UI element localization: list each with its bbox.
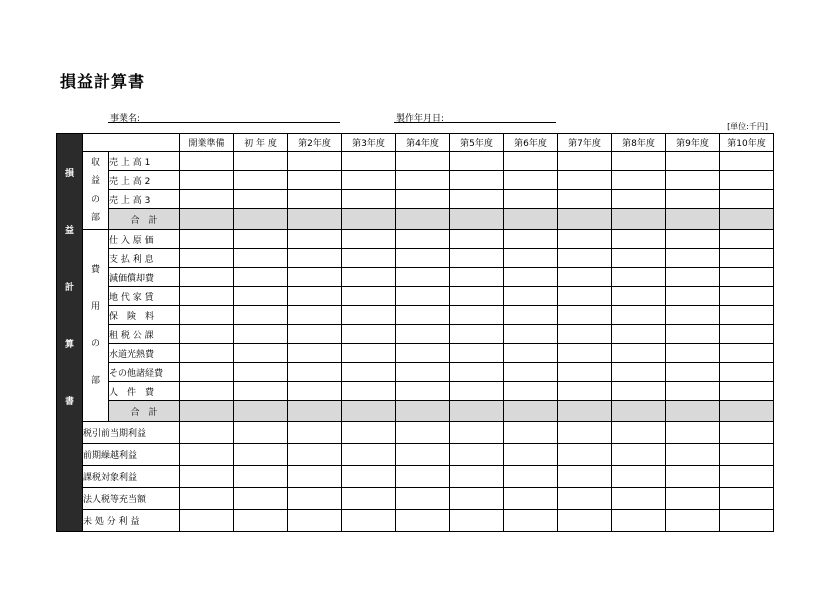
revenue-label-char: 部	[90, 213, 100, 223]
value-cell[interactable]	[396, 444, 450, 466]
value-cell[interactable]	[234, 401, 288, 422]
value-cell[interactable]	[558, 466, 612, 488]
value-cell[interactable]	[666, 230, 720, 249]
value-cell[interactable]	[720, 363, 774, 382]
value-cell[interactable]	[612, 466, 666, 488]
value-cell[interactable]	[396, 171, 450, 190]
value-cell[interactable]	[558, 306, 612, 325]
expense-label-char: の	[90, 338, 100, 349]
value-cell[interactable]	[504, 344, 558, 363]
side-title	[57, 134, 83, 532]
value-cell[interactable]	[612, 209, 666, 230]
value-cell[interactable]	[666, 209, 720, 230]
value-cell[interactable]	[396, 382, 450, 401]
page-title: 損益計算書	[60, 72, 146, 91]
value-cell[interactable]	[180, 444, 234, 466]
value-cell[interactable]	[558, 401, 612, 422]
value-cell[interactable]	[450, 444, 504, 466]
value-cell[interactable]	[558, 152, 612, 171]
value-cell[interactable]	[234, 466, 288, 488]
revenue-label-char: 収	[90, 157, 100, 168]
value-cell[interactable]	[288, 268, 342, 287]
value-cell[interactable]	[504, 268, 558, 287]
value-cell[interactable]	[396, 325, 450, 344]
value-cell[interactable]	[180, 363, 234, 382]
revenue-total-label: 合 計	[109, 209, 180, 230]
value-cell[interactable]	[612, 249, 666, 268]
expense-row	[57, 363, 774, 382]
expense-item-label: その他諸経費	[109, 363, 180, 382]
value-cell[interactable]	[612, 382, 666, 401]
value-cell[interactable]	[558, 363, 612, 382]
value-cell[interactable]	[720, 209, 774, 230]
date-label: 製作年月日:	[396, 114, 445, 124]
value-cell[interactable]	[612, 152, 666, 171]
value-cell[interactable]	[180, 488, 234, 510]
value-cell[interactable]	[612, 444, 666, 466]
revenue-row	[57, 190, 774, 209]
value-cell[interactable]	[450, 510, 504, 532]
expense-label-char: 部	[90, 375, 100, 386]
revenue-item-label: 売 上 高 1	[109, 152, 180, 171]
value-cell[interactable]	[450, 344, 504, 363]
value-cell[interactable]	[558, 444, 612, 466]
value-cell[interactable]	[342, 344, 396, 363]
value-cell[interactable]	[180, 344, 234, 363]
value-cell[interactable]	[180, 422, 234, 444]
value-cell[interactable]	[504, 363, 558, 382]
side-title-char: 益	[64, 226, 74, 236]
value-cell[interactable]	[558, 422, 612, 444]
value-cell[interactable]	[450, 422, 504, 444]
value-cell[interactable]	[288, 209, 342, 230]
value-cell[interactable]	[288, 325, 342, 344]
value-cell[interactable]	[504, 171, 558, 190]
value-cell[interactable]	[720, 344, 774, 363]
value-cell[interactable]	[234, 444, 288, 466]
value-cell[interactable]	[180, 230, 234, 249]
revenue-row	[57, 152, 774, 171]
value-cell[interactable]	[288, 249, 342, 268]
value-cell[interactable]	[504, 401, 558, 422]
value-cell[interactable]	[558, 249, 612, 268]
value-cell[interactable]	[396, 209, 450, 230]
value-cell[interactable]	[504, 422, 558, 444]
column-header: 第9年度	[666, 134, 720, 152]
value-cell[interactable]	[666, 306, 720, 325]
value-cell[interactable]	[612, 401, 666, 422]
value-cell[interactable]	[666, 444, 720, 466]
value-cell[interactable]	[450, 171, 504, 190]
value-cell[interactable]	[558, 209, 612, 230]
expense-row	[57, 344, 774, 363]
value-cell[interactable]	[450, 230, 504, 249]
value-cell[interactable]	[342, 152, 396, 171]
side-title-char: 書	[64, 397, 74, 407]
revenue-label-char: の	[90, 194, 100, 205]
expense-row	[57, 325, 774, 344]
value-cell[interactable]	[666, 171, 720, 190]
value-cell[interactable]	[612, 230, 666, 249]
column-header: 第7年度	[558, 134, 612, 152]
value-cell[interactable]	[342, 171, 396, 190]
value-cell[interactable]	[342, 422, 396, 444]
value-cell[interactable]	[558, 190, 612, 209]
value-cell[interactable]	[504, 510, 558, 532]
value-cell[interactable]	[558, 382, 612, 401]
value-cell[interactable]	[450, 152, 504, 171]
value-cell[interactable]	[450, 190, 504, 209]
value-cell[interactable]	[288, 466, 342, 488]
value-cell[interactable]	[720, 401, 774, 422]
value-cell[interactable]	[450, 287, 504, 306]
value-cell[interactable]	[288, 510, 342, 532]
value-cell[interactable]	[234, 363, 288, 382]
value-cell[interactable]	[396, 249, 450, 268]
value-cell[interactable]	[720, 171, 774, 190]
value-cell[interactable]	[396, 344, 450, 363]
value-cell[interactable]	[666, 510, 720, 532]
value-cell[interactable]	[504, 209, 558, 230]
value-cell[interactable]	[720, 306, 774, 325]
value-cell[interactable]	[720, 382, 774, 401]
value-cell[interactable]	[288, 401, 342, 422]
value-cell[interactable]	[288, 444, 342, 466]
value-cell[interactable]	[666, 466, 720, 488]
revenue-item-label: 売 上 高 3	[109, 190, 180, 209]
expense-item-label: 水道光熱費	[109, 344, 180, 363]
side-title-char: 損	[64, 169, 74, 179]
value-cell[interactable]	[234, 268, 288, 287]
expense-section-label	[83, 230, 109, 422]
expense-item-label: 地 代 家 賃	[109, 287, 180, 306]
value-cell[interactable]	[666, 422, 720, 444]
value-cell[interactable]	[288, 344, 342, 363]
value-cell[interactable]	[720, 287, 774, 306]
value-cell[interactable]	[504, 444, 558, 466]
value-cell[interactable]	[612, 190, 666, 209]
value-cell[interactable]	[396, 287, 450, 306]
value-cell[interactable]	[450, 209, 504, 230]
value-cell[interactable]	[720, 444, 774, 466]
expense-label-char: 費	[90, 264, 100, 275]
column-header: 第10年度	[720, 134, 774, 152]
value-cell[interactable]	[288, 287, 342, 306]
value-cell[interactable]	[288, 190, 342, 209]
value-cell[interactable]	[720, 152, 774, 171]
value-cell[interactable]	[342, 488, 396, 510]
value-cell[interactable]	[180, 466, 234, 488]
value-cell[interactable]	[234, 190, 288, 209]
side-title-char: 算	[64, 340, 74, 350]
value-cell[interactable]	[396, 510, 450, 532]
value-cell[interactable]	[450, 268, 504, 287]
result-row	[57, 488, 774, 510]
expense-item-label: 人 件 費	[109, 382, 180, 401]
value-cell[interactable]	[720, 466, 774, 488]
value-cell[interactable]	[180, 171, 234, 190]
revenue-item-label: 売 上 高 2	[109, 171, 180, 190]
value-cell[interactable]	[720, 510, 774, 532]
expense-row	[57, 287, 774, 306]
value-cell[interactable]	[288, 171, 342, 190]
result-label: 課税対象利益	[83, 466, 180, 488]
value-cell[interactable]	[288, 422, 342, 444]
value-cell[interactable]	[504, 190, 558, 209]
value-cell[interactable]	[180, 510, 234, 532]
value-cell[interactable]	[180, 401, 234, 422]
value-cell[interactable]	[288, 363, 342, 382]
value-cell[interactable]	[234, 171, 288, 190]
value-cell[interactable]	[612, 171, 666, 190]
value-cell[interactable]	[180, 325, 234, 344]
value-cell[interactable]	[396, 190, 450, 209]
value-cell[interactable]	[504, 488, 558, 510]
value-cell[interactable]	[396, 422, 450, 444]
date-line[interactable]	[394, 122, 556, 123]
result-label: 税引前当期利益	[83, 422, 180, 444]
value-cell[interactable]	[234, 306, 288, 325]
value-cell[interactable]	[180, 209, 234, 230]
value-cell[interactable]	[234, 230, 288, 249]
value-cell[interactable]	[450, 488, 504, 510]
value-cell[interactable]	[450, 401, 504, 422]
value-cell[interactable]	[666, 249, 720, 268]
expense-row	[57, 249, 774, 268]
value-cell[interactable]	[558, 488, 612, 510]
value-cell[interactable]	[342, 190, 396, 209]
value-cell[interactable]	[612, 422, 666, 444]
value-cell[interactable]	[558, 325, 612, 344]
value-cell[interactable]	[234, 510, 288, 532]
value-cell[interactable]	[666, 401, 720, 422]
value-cell[interactable]	[342, 510, 396, 532]
value-cell[interactable]	[180, 268, 234, 287]
revenue-label-char: 益	[90, 176, 100, 186]
business-name-label: 事業名:	[110, 114, 141, 124]
column-header: 第8年度	[612, 134, 666, 152]
value-cell[interactable]	[234, 249, 288, 268]
value-cell[interactable]	[612, 488, 666, 510]
value-cell[interactable]	[288, 488, 342, 510]
value-cell[interactable]	[666, 382, 720, 401]
income-statement-table	[56, 133, 774, 532]
value-cell[interactable]	[342, 466, 396, 488]
value-cell[interactable]	[396, 306, 450, 325]
result-row	[57, 510, 774, 532]
value-cell[interactable]	[504, 249, 558, 268]
value-cell[interactable]	[504, 230, 558, 249]
value-cell[interactable]	[180, 152, 234, 171]
value-cell[interactable]	[342, 268, 396, 287]
value-cell[interactable]	[666, 190, 720, 209]
value-cell[interactable]	[396, 401, 450, 422]
value-cell[interactable]	[180, 287, 234, 306]
result-row	[57, 444, 774, 466]
value-cell[interactable]	[612, 287, 666, 306]
value-cell[interactable]	[450, 363, 504, 382]
value-cell[interactable]	[558, 510, 612, 532]
value-cell[interactable]	[342, 306, 396, 325]
header-row	[57, 134, 774, 152]
value-cell[interactable]	[234, 488, 288, 510]
expense-item-label: 仕 入 原 価	[109, 230, 180, 249]
revenue-total-row	[57, 209, 774, 230]
result-row	[57, 466, 774, 488]
value-cell[interactable]	[558, 171, 612, 190]
side-title-char: 計	[64, 283, 74, 293]
value-cell[interactable]	[234, 382, 288, 401]
expense-row	[57, 268, 774, 287]
value-cell[interactable]	[396, 363, 450, 382]
column-header: 第4年度	[396, 134, 450, 152]
value-cell[interactable]	[342, 401, 396, 422]
value-cell[interactable]	[612, 363, 666, 382]
expense-row	[57, 382, 774, 401]
value-cell[interactable]	[342, 444, 396, 466]
value-cell[interactable]	[720, 230, 774, 249]
value-cell[interactable]	[234, 152, 288, 171]
value-cell[interactable]	[342, 382, 396, 401]
value-cell[interactable]	[234, 422, 288, 444]
value-cell[interactable]	[504, 287, 558, 306]
value-cell[interactable]	[180, 306, 234, 325]
value-cell[interactable]	[450, 466, 504, 488]
value-cell[interactable]	[450, 306, 504, 325]
expense-label-char: 用	[90, 301, 100, 312]
expense-item-label: 支 払 利 息	[109, 249, 180, 268]
value-cell[interactable]	[504, 325, 558, 344]
expense-total-label: 合 計	[109, 401, 180, 422]
value-cell[interactable]	[234, 209, 288, 230]
value-cell[interactable]	[180, 249, 234, 268]
value-cell[interactable]	[720, 325, 774, 344]
value-cell[interactable]	[342, 209, 396, 230]
expense-item-label: 租 税 公 課	[109, 325, 180, 344]
expense-item-label: 保 険 料	[109, 306, 180, 325]
value-cell[interactable]	[180, 382, 234, 401]
value-cell[interactable]	[234, 344, 288, 363]
value-cell[interactable]	[666, 287, 720, 306]
value-cell[interactable]	[504, 152, 558, 171]
value-cell[interactable]	[504, 306, 558, 325]
value-cell[interactable]	[666, 488, 720, 510]
column-header: 第5年度	[450, 134, 504, 152]
value-cell[interactable]	[396, 152, 450, 171]
value-cell[interactable]	[558, 344, 612, 363]
value-cell[interactable]	[720, 268, 774, 287]
value-cell[interactable]	[342, 287, 396, 306]
value-cell[interactable]	[666, 152, 720, 171]
value-cell[interactable]	[342, 249, 396, 268]
value-cell[interactable]	[342, 363, 396, 382]
value-cell[interactable]	[450, 382, 504, 401]
value-cell[interactable]	[720, 190, 774, 209]
value-cell[interactable]	[504, 466, 558, 488]
business-name-line[interactable]	[108, 122, 340, 123]
value-cell[interactable]	[720, 422, 774, 444]
value-cell[interactable]	[450, 325, 504, 344]
value-cell[interactable]	[666, 325, 720, 344]
value-cell[interactable]	[288, 152, 342, 171]
value-cell[interactable]	[396, 466, 450, 488]
expense-total-row	[57, 401, 774, 422]
value-cell[interactable]	[396, 268, 450, 287]
value-cell[interactable]	[234, 287, 288, 306]
value-cell[interactable]	[666, 363, 720, 382]
value-cell[interactable]	[558, 268, 612, 287]
value-cell[interactable]	[558, 287, 612, 306]
result-label: 未 処 分 利 益	[83, 510, 180, 532]
column-header: 第3年度	[342, 134, 396, 152]
revenue-row	[57, 171, 774, 190]
value-cell[interactable]	[720, 249, 774, 268]
value-cell[interactable]	[666, 344, 720, 363]
unit-note: [単位:千円]	[727, 122, 768, 131]
value-cell[interactable]	[612, 268, 666, 287]
value-cell[interactable]	[612, 325, 666, 344]
value-cell[interactable]	[396, 230, 450, 249]
result-label: 前期繰越利益	[83, 444, 180, 466]
value-cell[interactable]	[288, 230, 342, 249]
value-cell[interactable]	[450, 249, 504, 268]
value-cell[interactable]	[504, 382, 558, 401]
value-cell[interactable]	[612, 510, 666, 532]
value-cell[interactable]	[342, 325, 396, 344]
expense-row	[57, 230, 774, 249]
value-cell[interactable]	[180, 190, 234, 209]
result-row	[57, 422, 774, 444]
value-cell[interactable]	[234, 325, 288, 344]
column-header: 初 年 度	[234, 134, 288, 152]
header-blank	[83, 134, 180, 152]
value-cell[interactable]	[612, 344, 666, 363]
expense-item-label: 減価償却費	[109, 268, 180, 287]
value-cell[interactable]	[720, 488, 774, 510]
value-cell[interactable]	[288, 306, 342, 325]
column-header: 第6年度	[504, 134, 558, 152]
value-cell[interactable]	[666, 268, 720, 287]
value-cell[interactable]	[342, 230, 396, 249]
expense-row	[57, 306, 774, 325]
value-cell[interactable]	[612, 306, 666, 325]
value-cell[interactable]	[288, 382, 342, 401]
column-header: 開業準備	[180, 134, 234, 152]
value-cell[interactable]	[558, 230, 612, 249]
result-label: 法人税等充当額	[83, 488, 180, 510]
revenue-section-label	[83, 152, 109, 230]
column-header: 第2年度	[288, 134, 342, 152]
value-cell[interactable]	[396, 488, 450, 510]
